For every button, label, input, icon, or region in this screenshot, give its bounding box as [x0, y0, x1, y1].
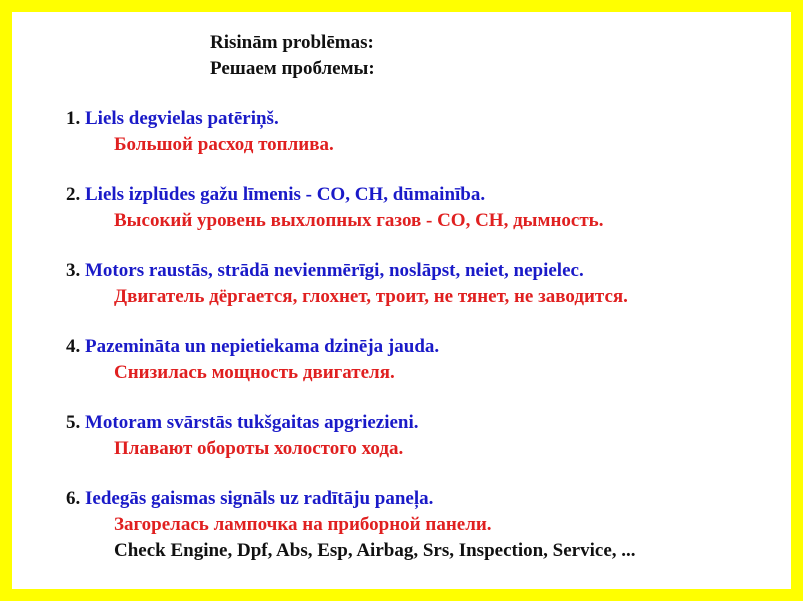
- item-latvian-text: Pazemināta un nepietiekama dzinēja jauda.: [85, 336, 440, 357]
- item-number: 5.: [66, 412, 81, 433]
- item-latvian-text: Motoram svārstās tukšgaitas apgriezieni.: [85, 412, 419, 433]
- item-number: 3.: [66, 260, 81, 281]
- item-latvian-text: Iedegās gaismas signāls uz radītāju paneļa.: [85, 488, 434, 509]
- item-number: 4.: [66, 336, 81, 357]
- item-4-russian-text: Снизилась мощность двигателя.: [114, 362, 395, 383]
- document-page: [12, 12, 791, 589]
- item-3-russian-text: Двигатель дёргается, глохнет, троит, не тянет, не заводится.: [114, 286, 628, 307]
- problem-item-2: [66, 184, 485, 206]
- item-number: 6.: [66, 488, 81, 509]
- problem-item-4: [66, 336, 439, 358]
- problem-item-6: [66, 488, 433, 510]
- item-2-russian-text: Высокий уровень выхлопных газов - CO, CH, дымность.: [114, 210, 604, 231]
- item-latvian-text: Liels degvielas patēriņš.: [85, 108, 279, 129]
- problem-item-3: [66, 260, 584, 282]
- item-6-russian-text: Загорелась лампочка на приборной панели.: [114, 514, 492, 535]
- problem-item-1: [66, 108, 279, 130]
- item-1-russian-text: Большой расход топлива.: [114, 134, 334, 155]
- item-number: 1.: [66, 108, 81, 129]
- item-latvian-text: Motors raustās, strādā nevienmērīgi, noslāpst, neiet, nepielec.: [85, 260, 584, 281]
- heading-russian: Решаем проблемы:: [210, 58, 375, 79]
- item-number: 2.: [66, 184, 81, 205]
- heading-latvian: Risinām problēmas:: [210, 32, 374, 53]
- item-5-russian-text: Плавают обороты холостого хода.: [114, 438, 404, 459]
- item-latvian-text: Liels izplūdes gažu līmenis - CO, CH, dūmainība.: [85, 184, 486, 205]
- problem-item-5: [66, 412, 419, 434]
- item-6-warning-list: Check Engine, Dpf, Abs, Esp, Airbag, Srs, Inspection, Service, ...: [114, 540, 636, 561]
